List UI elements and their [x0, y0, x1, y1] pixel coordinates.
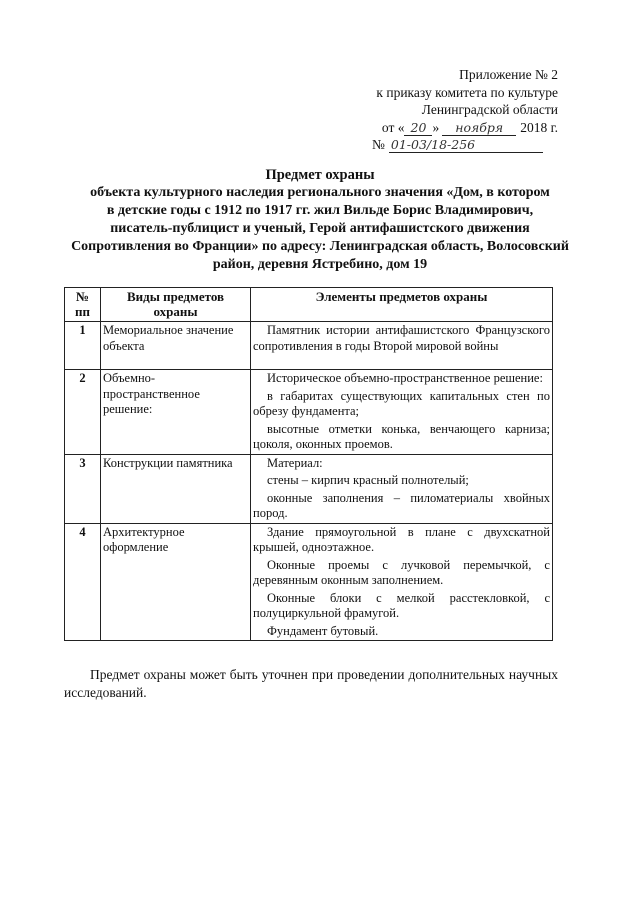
number-handwritten: 01-03/18-256 — [389, 138, 543, 153]
number-prefix: № — [372, 137, 385, 152]
row-kind: Архитектурное оформление — [101, 523, 251, 641]
date-close-quote: » — [432, 119, 440, 135]
header-kinds: Виды предметов охраны — [101, 288, 251, 322]
title-line: объекта культурного наследия регионального значения «Дом, в котором — [90, 185, 550, 200]
row-kind: Объемно-пространственное решение: — [101, 370, 251, 455]
row-number: 2 — [65, 370, 101, 455]
table-row — [65, 370, 553, 455]
element-text: стены – кирпич красный полнотелый; — [267, 473, 469, 487]
element-text: Фундамент бутовый. — [267, 623, 379, 638]
date-year: 2018 г. — [520, 119, 558, 135]
region-name: Ленинградской области — [421, 102, 558, 117]
table-row — [65, 322, 553, 370]
order-number — [372, 136, 558, 154]
row-number: 3 — [65, 454, 101, 523]
element-text: оконные заполнения – пиломатериалы хвойных пород. — [253, 490, 550, 520]
row-elements — [251, 523, 553, 641]
title-line: район, деревня Ястребино, дом 19 — [212, 257, 428, 272]
element-text: в габаритах существующих капитальных стен по обрезу фундамента; — [253, 388, 550, 418]
date-month-handwritten: ноября — [442, 121, 516, 136]
order-reference: к приказу комитета по культуре — [376, 84, 558, 100]
header-number: № пп — [65, 288, 101, 322]
row-elements — [251, 322, 553, 370]
header-elements: Элементы предметов охраны — [251, 288, 553, 322]
title-line: в детские годы с 1912 по 1917 гг. жил Вильде Борис Владимирович, — [106, 203, 534, 218]
element-text: Оконные блоки с мелкой расстекловкой, с полуциркульной фрамугой. — [253, 590, 550, 620]
element-text: Материал: — [267, 455, 323, 470]
row-elements — [251, 370, 553, 455]
row-number: 4 — [65, 523, 101, 641]
row-number: 1 — [65, 322, 101, 370]
element-text: Историческое объемно-пространственное решение: — [267, 371, 543, 385]
table-header-row — [65, 288, 553, 322]
element-text: Памятник истории антифашистского Французского сопротивления в годы Второй мировой войны — [253, 323, 550, 353]
document-title — [40, 166, 600, 274]
element-text: высотные отметки конька, венчающего карниза; цоколя, оконных проемов. — [253, 421, 550, 451]
table-row — [65, 523, 553, 641]
title-main: Предмет охраны — [265, 167, 375, 183]
date-prefix: от « — [381, 119, 405, 135]
footer-note: Предмет охраны может быть уточнен при проведении дополнительных научных исследований. — [64, 667, 558, 700]
appendix-header — [330, 66, 558, 154]
row-elements — [251, 454, 553, 523]
element-text: Здание прямоугольной в плане с двухскатной крышей, одноэтажное. — [253, 524, 550, 554]
title-line: писатель-публицист и ученый, Герой антифашистского движения — [110, 221, 530, 236]
date-day-handwritten: 20 — [404, 121, 432, 136]
element-text: Оконные проемы с лучковой перемычкой, с деревянным оконным заполнением. — [253, 557, 550, 587]
row-kind: Конструкции памятника — [101, 454, 251, 523]
table-row — [65, 454, 553, 523]
order-date — [330, 119, 558, 137]
row-kind: Мемориальное значение объекта — [101, 322, 251, 370]
title-line: Сопротивления во Франции» по адресу: Ленинградская область, Волосовский — [71, 239, 569, 254]
appendix-number: Приложение № 2 — [459, 67, 558, 82]
protection-items-table — [64, 287, 553, 641]
